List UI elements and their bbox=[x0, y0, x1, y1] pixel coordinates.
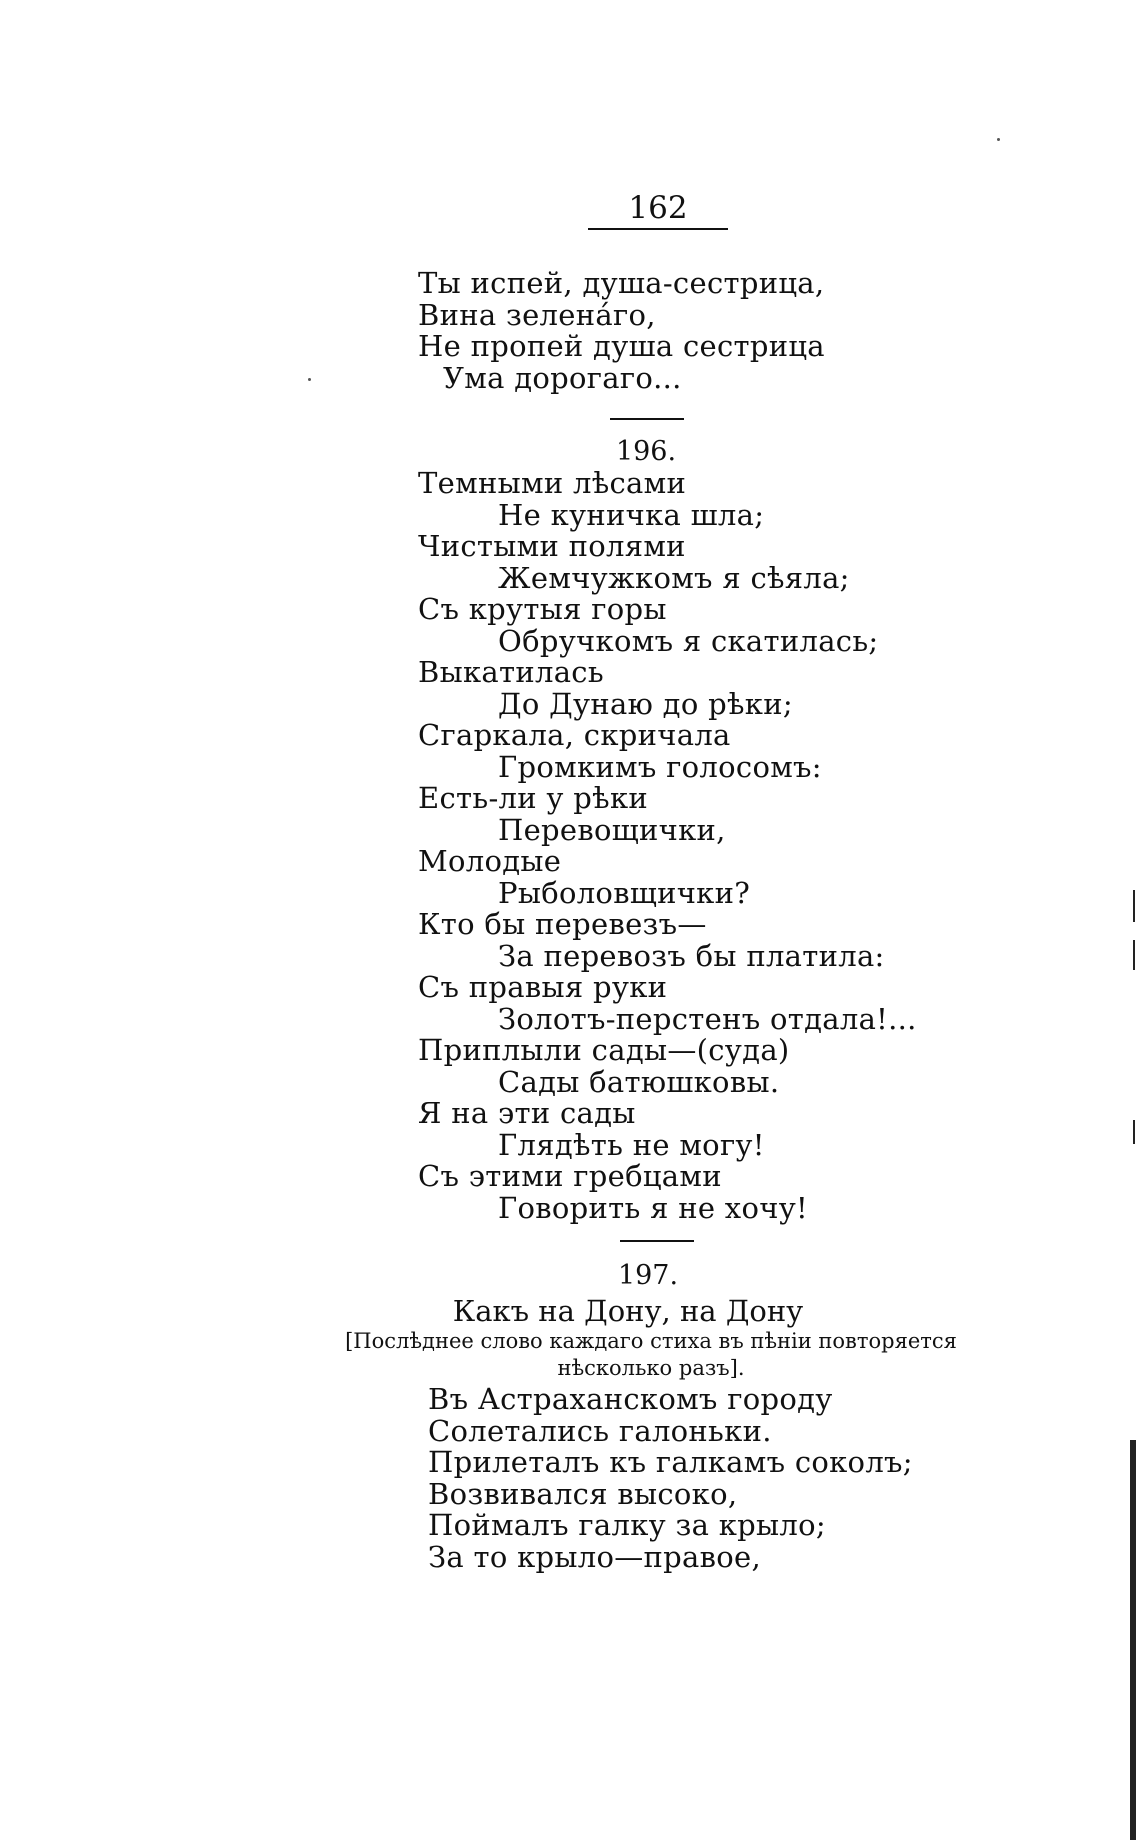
verse-line: Солетались галоньки. bbox=[428, 1413, 772, 1448]
section-divider bbox=[610, 418, 684, 420]
verse-line: Выкатилась bbox=[418, 655, 604, 689]
continuation-verse bbox=[418, 268, 1038, 394]
scan-edge-mark bbox=[1133, 890, 1135, 922]
verse-line: За то крыло—правое, bbox=[428, 1539, 761, 1574]
scan-edge-mark bbox=[1133, 1120, 1135, 1144]
verse-line: Говорить я не хочу! bbox=[498, 1190, 809, 1225]
verse-line: Есть-ли у рѣки bbox=[418, 781, 648, 815]
verse-line: Я на эти сады bbox=[418, 1096, 636, 1130]
scan-edge-mark bbox=[1133, 940, 1135, 970]
verse-line: Жемчужкомъ я сѣяла; bbox=[498, 560, 850, 595]
verse-line: Молодые bbox=[418, 844, 562, 878]
scan-speck bbox=[997, 138, 1000, 141]
verse-line: Обручкомъ я скатилась; bbox=[498, 623, 879, 658]
verse-line: Съ правыя руки bbox=[418, 970, 668, 1004]
scan-edge-bar bbox=[1130, 1440, 1136, 1840]
verse-line: Золотъ-перстенъ отдала!... bbox=[498, 1001, 917, 1036]
verse-line: Возвивался высоко, bbox=[428, 1476, 738, 1511]
song-197-title: Какъ на Дону, на Дону bbox=[452, 1294, 804, 1328]
song-number-197: 197. bbox=[617, 1260, 679, 1291]
verse-line: Приплыли сады—(суда) bbox=[418, 1033, 790, 1067]
verse-line: Сгаркала, скричала bbox=[418, 718, 731, 752]
verse-line: Съ этими гребцами bbox=[418, 1159, 722, 1193]
verse-line: Не куничка шла; bbox=[498, 497, 765, 532]
page-number: 162 bbox=[588, 188, 728, 230]
verse-line: Не пропей душа сестрица bbox=[418, 329, 825, 363]
verse-line: Кто бы перевезъ— bbox=[418, 907, 707, 941]
verse-line: Громкимъ голосомъ: bbox=[498, 749, 822, 784]
performance-note: [Послѣднее слово каждаго стиха въ пѣніи повторяется нѣсколько разъ]. bbox=[345, 1329, 957, 1380]
verse-line: До Дунаю до рѣки; bbox=[498, 686, 793, 721]
song-196-verse bbox=[418, 468, 1038, 1224]
verse-line: За перевозъ бы платила: bbox=[498, 938, 885, 973]
verse-line: Съ крутыя горы bbox=[418, 592, 667, 626]
verse-line: Темными лѣсами bbox=[418, 466, 687, 500]
verse-line: Глядѣть не могу! bbox=[498, 1127, 765, 1162]
verse-line: Прилеталъ къ галкамъ соколъ; bbox=[428, 1445, 913, 1479]
verse-line: Вина зеленáго, bbox=[418, 297, 656, 332]
verse-line: Ты испей, душа-сестрица, bbox=[418, 266, 825, 300]
verse-line: Въ Астраханскомъ городу bbox=[428, 1382, 833, 1416]
verse-line: Рыболовщички? bbox=[498, 875, 751, 910]
song-197-verse bbox=[428, 1384, 1048, 1573]
scan-speck bbox=[308, 378, 311, 381]
verse-line: Сады батюшковы. bbox=[498, 1064, 780, 1099]
verse-line: Перевощички, bbox=[498, 812, 726, 847]
verse-line: Чистыми полями bbox=[418, 529, 686, 563]
verse-line: Поймалъ галку за крыло; bbox=[428, 1508, 826, 1542]
song-number-196: 196. bbox=[615, 436, 677, 467]
section-divider bbox=[620, 1240, 694, 1242]
verse-line: Ума дорогаго... bbox=[443, 360, 682, 395]
